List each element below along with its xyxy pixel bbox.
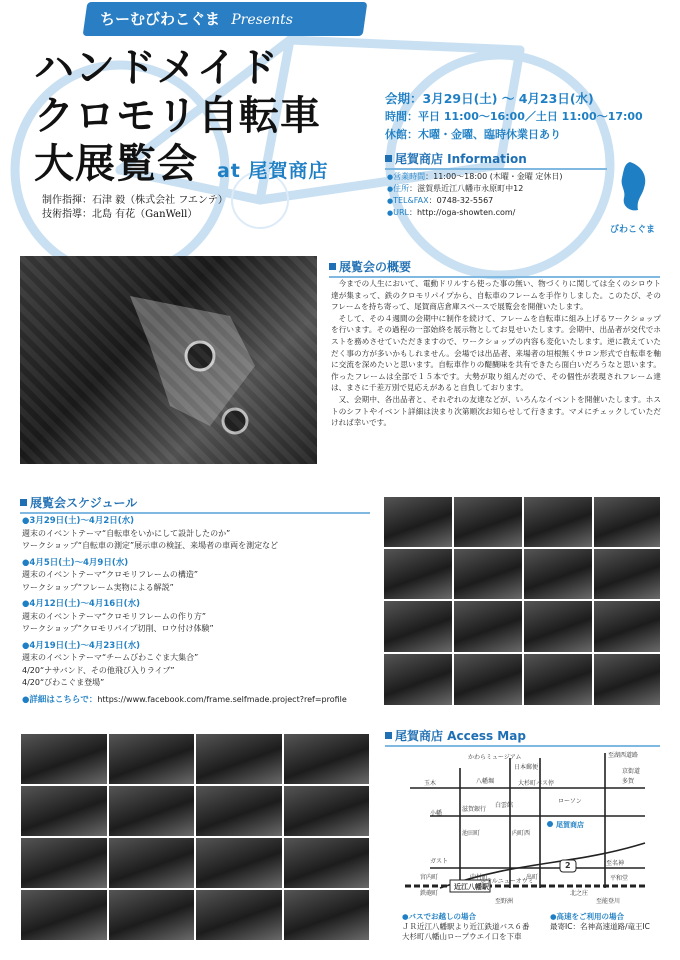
lake-biwa-logo-icon bbox=[608, 160, 658, 220]
schedule-week-1: ●3月29日(土)～4月2日(水) 週末のイベントテーマ“自転車をいかにして設計したのか” ワークショップ“自転車の測定”展示車の検証、来場者の車両を測定など bbox=[22, 516, 279, 550]
access-car: ●高速をご利用の場合 最寄IC：名神高速道路/竜王IC bbox=[550, 912, 650, 931]
credit-director: 制作指揮：石津 毅（株式会社 フエンテ） bbox=[42, 195, 228, 206]
bike-dropout-photo bbox=[20, 256, 317, 464]
event-title bbox=[34, 44, 328, 195]
credit-technical: 技術指導：北島 有花（GanWell） bbox=[42, 209, 198, 220]
brand-name: ちーむびわこぐま bbox=[100, 10, 221, 28]
title-line-1: ハンドメイド bbox=[34, 45, 279, 91]
presents-text: Presents bbox=[231, 12, 293, 28]
map-shop-label: 尾賀商店 bbox=[556, 821, 584, 829]
info-list bbox=[387, 171, 617, 219]
info-address: ●住所：滋賀県近江八幡市永原町中12 bbox=[387, 184, 524, 193]
info-heading: 尾賀商店 Information bbox=[385, 150, 607, 170]
schedule-details[interactable]: ●詳細はこちらで：https://www.facebook.com/frame.selfmade.project?ref=profile bbox=[22, 694, 347, 705]
event-period: 会期：3月29日(土) ～ 4月23日(水) bbox=[385, 91, 594, 106]
credits bbox=[42, 194, 228, 222]
overview-body bbox=[331, 278, 661, 429]
schedule-week-3: ●4月12日(土)～4月16日(水) 週末のイベントテーマ“クロモリフレームの作り方” ワークショップ“クロモリパイプ切削、ロウ付け体験” bbox=[22, 599, 214, 633]
title-line-3: 大展覧会 bbox=[34, 141, 198, 187]
access-heading: 尾賀商店 Access Map bbox=[385, 727, 660, 747]
event-period-block bbox=[385, 90, 643, 144]
workshop-photo-grid-right bbox=[383, 496, 661, 706]
event-closed: 休館：木曜・金曜、臨時休業日あり bbox=[385, 128, 561, 141]
access-bus: ●バスでお越しの場合 ＪＲ近江八幡駅より近江鉄道バス６番 大杉町八幡山ロープウエイ口を下車 bbox=[402, 912, 530, 941]
facebook-link[interactable]: https://www.facebook.com/frame.selfmade.project?ref=profile bbox=[97, 694, 347, 704]
title-at: at 尾賀商店 bbox=[216, 160, 329, 182]
schedule-list bbox=[22, 515, 377, 706]
schedule-week-4: ●4月19日(土)～4月23日(水) 週末のイベントテーマ“チームびわこぐま大集合” 4/20“ナサバンド、その他飛び入りライブ” 4/20“びわこぐま登場” bbox=[22, 640, 199, 687]
map-station-label: 近江八幡駅 bbox=[454, 883, 489, 891]
overview-paragraph-1: 今までの人生において、電動ドリルすら使った事の無い、物づくりに関しては全くのシロウト達が集まって、鉄のクロモリパイプから、自転車のフレームを手作りしました。このたび、そのフレームを持ち寄って、尾賀商店倉庫スペースで展覧会を開催いたします。 bbox=[331, 279, 661, 312]
overview-heading: 展覧会の概要 bbox=[329, 258, 660, 278]
schedule-heading: 展覧会スケジュール bbox=[20, 494, 370, 514]
schedule-week-2: ●4月5日(土)～4月9日(水) 週末のイベントテーマ“クロモリフレームの構造” ワークショップ“フレーム実物による解説” bbox=[22, 557, 198, 592]
overview-paragraph-2: そして、その４週間の会期中に制作を続けて、フレームを自転車に組み上げるワークショップを行います。その過程の一部始終を展示物としてお見せいたします。会期中、出品者が交代でホストを務めさせていただきますので、ワークショップの内容も変化いたします。逆に教えていただく事の方が多いかもしれません。会場では出品者、来場者の垣根無くサロン形式で自転車を軸に交流を深めたいと思います。自転車作りの醍醐味を共有できたら面白いだろうなと思います。作ったフレームは全部で１５本です。大勢が取り組んだので、その個性が表現されフレーム達は、まさに千差万別で見応えがあると自負しております。 bbox=[331, 313, 661, 393]
info-hours: ●営業時間：11:00～18:00 (木曜・金曜 定休日) bbox=[387, 172, 563, 181]
access-map: 至湖西道路 かわらミュージアム 日本郵便 八幡堀 大杉町バス停 玉木 多賀 京街道 ローソン 白雲館 滋賀銀行 小幡 池田町 内町西 尾賀商店 ガスト 2 至名神 平和堂 宮内町 中村町 出町 鉄砲町 ホテルニューオウミ 至野洲 至能登川 北之庄 近江八幡駅 bbox=[400, 748, 655, 910]
overview-paragraph-3: 又、会期中、各出品者と、それぞれの友達などが、いろんなイベントを開催いたします。ホストのシフトやイベント詳細は決まり次第順次お知らせして行きます。マメにチェックしていただければ幸いです。 bbox=[331, 394, 661, 428]
workshop-photo-grid-left bbox=[20, 733, 370, 941]
title-line-2: クロモリ自転車 bbox=[34, 93, 321, 139]
logo-text: びわこぐま bbox=[610, 225, 656, 235]
info-tel: ●TEL&FAX：0748-32-5567 bbox=[387, 196, 494, 205]
info-url[interactable]: ●URL：http://oga-showten.com/ bbox=[387, 208, 516, 217]
event-hours: 時間：平日 11:00～16:00／土日 11:00～17:00 bbox=[385, 110, 643, 123]
